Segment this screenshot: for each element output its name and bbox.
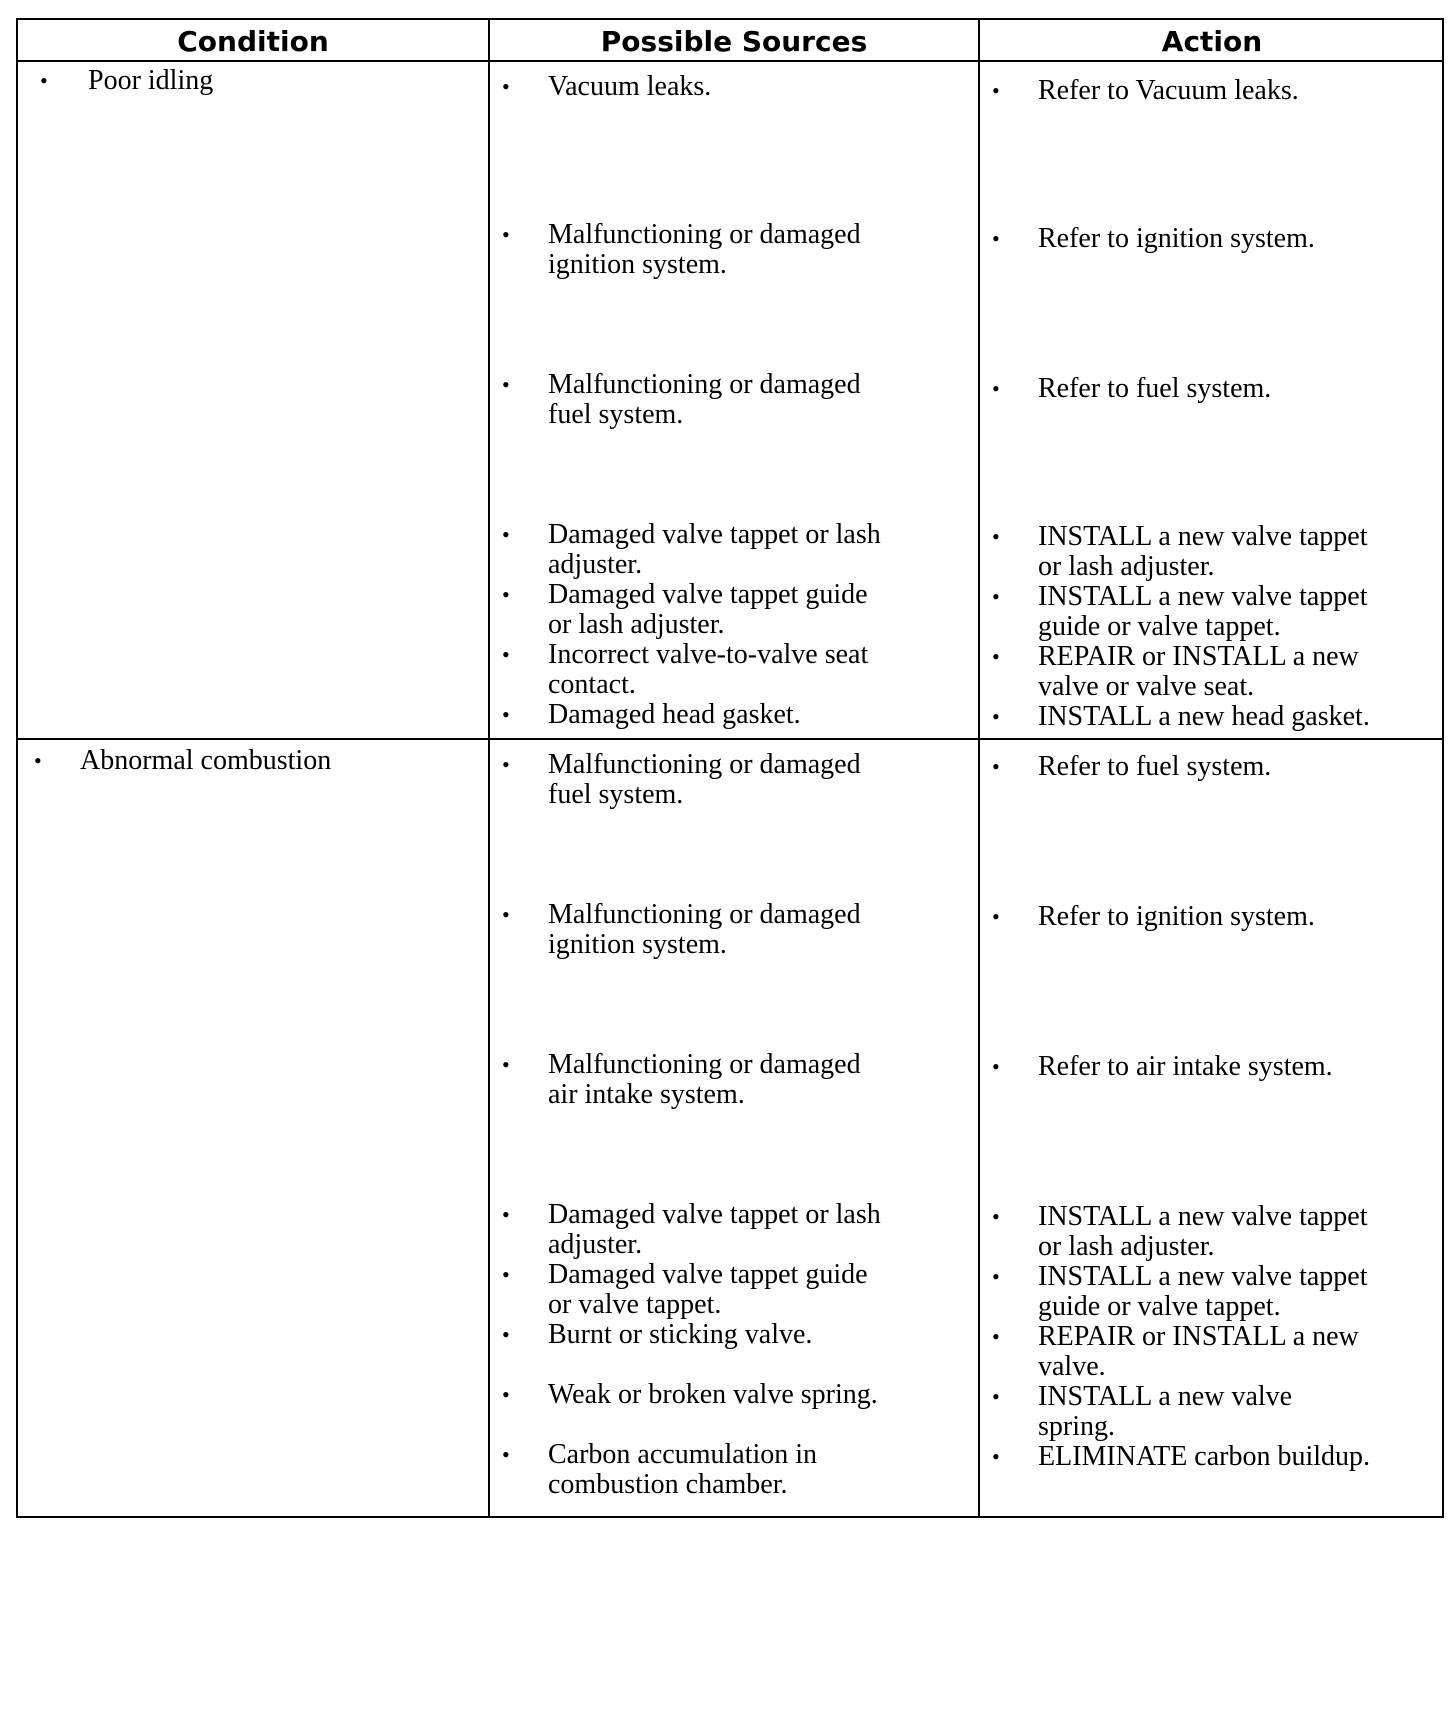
bullet: • — [502, 902, 510, 927]
bullet: • — [992, 1204, 1000, 1229]
source-item: Malfunctioning or damaged fuel system. — [548, 749, 861, 810]
action-item: INSTALL a new head gasket. — [1038, 701, 1370, 732]
bullet: • — [992, 704, 1000, 729]
column-divider — [488, 20, 490, 1516]
bullet: • — [992, 1054, 1000, 1079]
bullet: • — [992, 1384, 1000, 1409]
action-item: INSTALL a new valve tappet guide or valve tappet. — [1038, 1261, 1368, 1322]
source-item: Damaged valve tappet guide or lash adjuster. — [548, 579, 868, 640]
bullet: • — [502, 222, 510, 247]
action-item: INSTALL a new valve spring. — [1038, 1381, 1293, 1442]
row-divider — [18, 738, 1442, 740]
bullet: • — [992, 376, 1000, 401]
action-item: Refer to ignition system. — [1038, 223, 1315, 254]
source-item: Carbon accumulation in combustion chamber. — [548, 1439, 818, 1500]
bullet: • — [34, 748, 42, 773]
bullet: • — [502, 582, 510, 607]
source-item: Malfunctioning or damaged ignition system. — [548, 899, 861, 960]
bullet: • — [992, 78, 1000, 103]
action-item: INSTALL a new valve tappet or lash adjuster. — [1038, 521, 1368, 582]
source-item: Vacuum leaks. — [548, 71, 712, 102]
bullet: • — [502, 702, 510, 727]
action-item: INSTALL a new valve tappet guide or valve tappet. — [1038, 581, 1368, 642]
bullet: • — [992, 754, 1000, 779]
bullet: • — [992, 644, 1000, 669]
bullet: • — [992, 226, 1000, 251]
source-item: Damaged valve tappet or lash adjuster. — [548, 519, 881, 580]
source-item: Weak or broken valve spring. — [548, 1379, 878, 1410]
bullet: • — [502, 1202, 510, 1227]
source-item: Burnt or sticking valve. — [548, 1319, 813, 1350]
action-item: Refer to fuel system. — [1038, 373, 1272, 404]
bullet: • — [40, 68, 48, 93]
action-item: Refer to Vacuum leaks. — [1038, 75, 1299, 106]
action-item: REPAIR or INSTALL a new valve. — [1038, 1321, 1359, 1382]
bullet: • — [992, 904, 1000, 929]
source-item: Damaged valve tappet or lash adjuster. — [548, 1199, 881, 1260]
action-item: ELIMINATE carbon buildup. — [1038, 1441, 1371, 1472]
bullet: • — [992, 1444, 1000, 1469]
bullet: • — [992, 584, 1000, 609]
condition-cell: Abnormal combustion — [80, 745, 332, 776]
bullet: • — [502, 74, 510, 99]
bullet: • — [502, 1052, 510, 1077]
bullet: • — [502, 1382, 510, 1407]
header-condition: Condition — [177, 24, 329, 58]
header-possible-sources: Possible Sources — [600, 24, 868, 58]
action-item: REPAIR or INSTALL a new valve or valve seat. — [1038, 641, 1359, 702]
bullet: • — [502, 372, 510, 397]
bullet: • — [502, 1262, 510, 1287]
bullet: • — [992, 524, 1000, 549]
condition-cell: Poor idling — [88, 65, 214, 96]
header-action: Action — [1161, 24, 1263, 58]
bullet: • — [992, 1324, 1000, 1349]
troubleshooting-table — [16, 18, 1444, 1518]
action-item: Refer to fuel system. — [1038, 751, 1272, 782]
source-item: Incorrect valve-to-valve seat contact. — [548, 639, 869, 700]
source-item: Damaged head gasket. — [548, 699, 801, 730]
bullet: • — [992, 1264, 1000, 1289]
bullet: • — [502, 752, 510, 777]
column-divider — [978, 20, 980, 1516]
bullet: • — [502, 1442, 510, 1467]
source-item: Damaged valve tappet guide or valve tappet. — [548, 1259, 868, 1320]
source-item: Malfunctioning or damaged ignition system. — [548, 219, 861, 280]
bullet: • — [502, 642, 510, 667]
action-item: Refer to air intake system. — [1038, 1051, 1333, 1082]
bullet: • — [502, 522, 510, 547]
action-item: INSTALL a new valve tappet or lash adjuster. — [1038, 1201, 1368, 1262]
action-item: Refer to ignition system. — [1038, 901, 1315, 932]
source-item: Malfunctioning or damaged air intake system. — [548, 1049, 861, 1110]
source-item: Malfunctioning or damaged fuel system. — [548, 369, 861, 430]
bullet: • — [502, 1322, 510, 1347]
